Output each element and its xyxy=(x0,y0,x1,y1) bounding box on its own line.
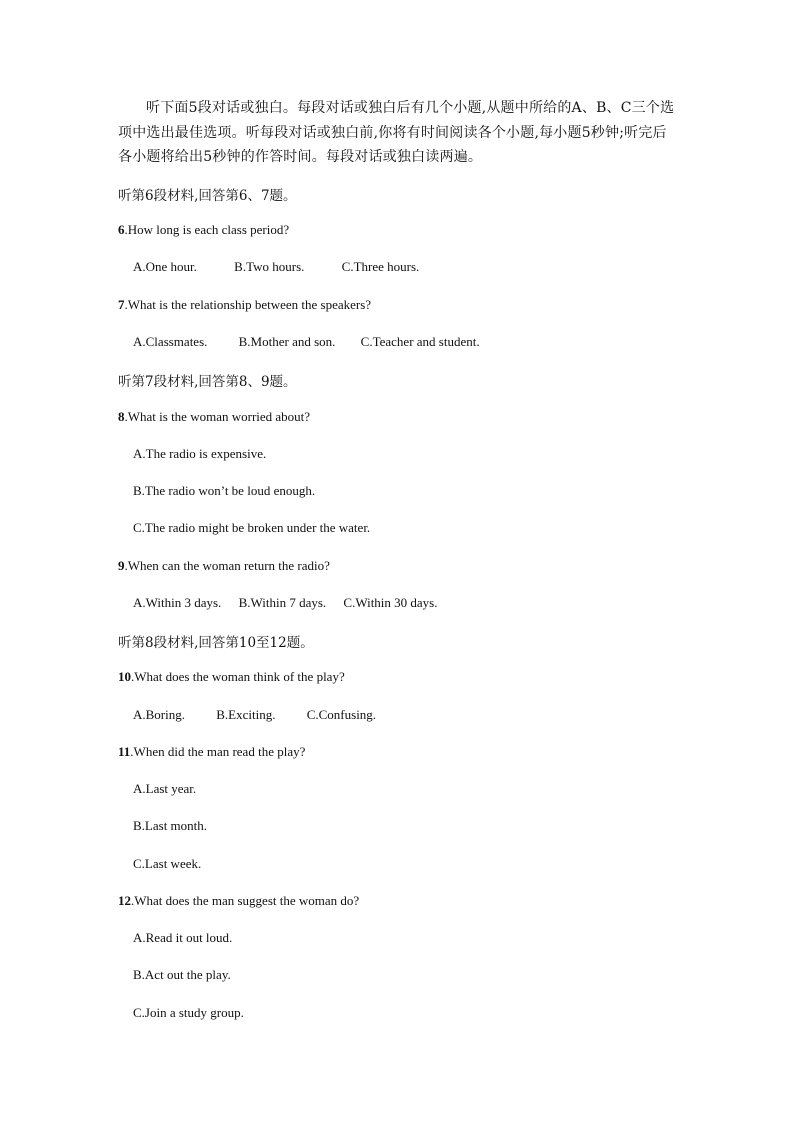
options-6 xyxy=(133,259,419,275)
question-10 xyxy=(118,669,345,685)
option-b: B.Within 7 days. xyxy=(238,595,327,610)
question-text: .When can the woman return the radio? xyxy=(124,558,330,573)
option-b: B.Mother and son. xyxy=(238,334,336,349)
option-11c: C.Last week. xyxy=(133,856,202,871)
question-number: 12 xyxy=(118,893,131,908)
question-text: .How long is each class period? xyxy=(124,222,290,237)
section-heading-7: 听第7段材料,回答第8、9题。 xyxy=(118,374,297,390)
question-6 xyxy=(118,222,289,238)
option-12c: C.Join a study group. xyxy=(133,1005,244,1020)
question-11 xyxy=(118,744,305,760)
option-a: A.Classmates. xyxy=(133,334,208,349)
option-b: B.Two hours. xyxy=(234,259,305,274)
option-12a: A.Read it out loud. xyxy=(133,930,233,945)
option-a: A.One hour. xyxy=(133,259,197,274)
question-number: 10 xyxy=(118,669,131,684)
option-8a: A.The radio is expensive. xyxy=(133,446,267,461)
question-number: 8 xyxy=(118,409,125,424)
question-7 xyxy=(118,297,371,313)
option-c: C.Within 30 days. xyxy=(343,595,438,610)
section-heading-6: 听第6段材料,回答第6、7题。 xyxy=(118,188,297,204)
question-number: 11 xyxy=(118,744,131,759)
question-text: .What is the relationship between the speakers? xyxy=(124,297,372,312)
question-number: 7 xyxy=(118,297,125,312)
options-7 xyxy=(133,334,480,350)
options-9 xyxy=(133,595,438,611)
question-8 xyxy=(118,409,310,425)
option-b: B.Exciting. xyxy=(216,707,276,722)
question-text: .What is the woman worried about? xyxy=(124,409,311,424)
section-heading-8: 听第8段材料,回答第10至12题。 xyxy=(118,635,314,651)
question-12 xyxy=(118,893,359,909)
option-8c: C.The radio might be broken under the water. xyxy=(133,520,371,535)
options-10 xyxy=(133,707,376,723)
option-c: C.Teacher and student. xyxy=(360,334,480,349)
question-9 xyxy=(118,558,330,574)
option-11a: A.Last year. xyxy=(133,781,197,796)
question-number: 6 xyxy=(118,222,125,237)
option-c: C.Three hours. xyxy=(341,259,420,274)
option-a: A.Boring. xyxy=(133,707,185,722)
option-12b: B.Act out the play. xyxy=(133,967,231,982)
question-text: .When did the man read the play? xyxy=(130,744,306,759)
question-number: 9 xyxy=(118,558,125,573)
question-text: .What does the man suggest the woman do? xyxy=(131,893,360,908)
option-8b: B.The radio won’t be loud enough. xyxy=(133,483,316,498)
option-a: A.Within 3 days. xyxy=(133,595,222,610)
option-11b: B.Last month. xyxy=(133,818,208,833)
question-text: .What does the woman think of the play? xyxy=(131,669,345,684)
option-c: C.Confusing. xyxy=(306,707,377,722)
instructions-paragraph: 听下面5段对话或独白。每段对话或独白后有几个小题,从题中所给的A、B、C三个选项中选出最佳选项。听每段对话或独白前,你将有时间阅读各个小题,每小题5秒钟;听完后各小题将给出5秒钟的作答时间。每段对话或独白读两遍。 xyxy=(118,100,675,165)
